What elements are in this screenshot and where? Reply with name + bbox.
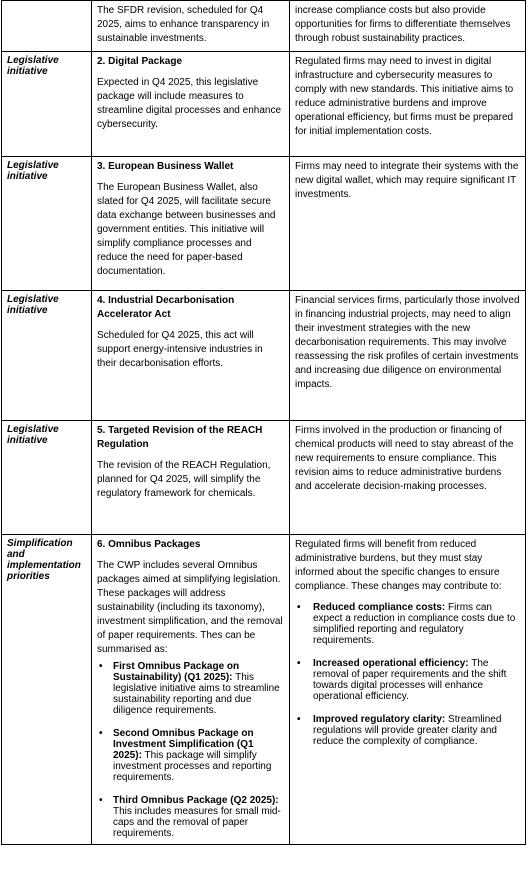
- initiative-title: 2. Digital Package: [97, 56, 183, 67]
- initiative-description: The European Business Wallet, also slated for Q4 2025, will facilitate secure data exchange between businesses and government entities. This initiative will simplify compliance processes and reduce the need for paper-based documentation.: [97, 182, 276, 277]
- bullet-icon: •: [99, 795, 103, 806]
- list-item-text: Streamlined regulations will provide greater clarity and reduce the complexity of compliance.: [313, 714, 502, 747]
- table-row: [2, 291, 526, 421]
- bullet-icon: •: [99, 661, 103, 672]
- category-label: Simplification and implementation priorities: [7, 538, 81, 582]
- initiative-cell: [92, 535, 290, 845]
- table-row: [2, 52, 526, 157]
- list-item: [97, 661, 284, 716]
- list-item: [295, 602, 520, 646]
- impact-text: Firms involved in the production or financing of chemical products will need to stay abreast of the new requirements to ensure compliance. This revision aims to reduce administrative burdens and accelerate decision-making processes.: [295, 425, 514, 492]
- initiative-cell: [92, 52, 290, 157]
- initiative-cell: [92, 421, 290, 535]
- category-label: Legislative initiative: [7, 160, 59, 182]
- initiative-description: The CWP includes several Omnibus packages aimed at simplifying legislation. These packages will address sustainability (including its taxonomy), investment simplification, and the removal of paper requirements. Thes can be summarised as:: [97, 560, 283, 655]
- regulatory-initiatives-table: [1, 0, 526, 845]
- initiative-description: Expected in Q4 2025, this legislative package will include measures to streamline digital processes and enhance cybersecurity.: [97, 77, 281, 130]
- omnibus-package-list: [97, 661, 284, 839]
- impact-cell: [290, 535, 526, 845]
- bullet-icon: •: [297, 602, 301, 613]
- list-item-text: This package will simplify investment processes and reporting requirements.: [113, 750, 272, 783]
- initiative-description: The SFDR revision, scheduled for Q4 2025, aims to enhance transparency in sustainable investments.: [97, 5, 270, 44]
- impact-cell: [290, 52, 526, 157]
- impact-text: Firms may need to integrate their systems with the new digital wallet, which may require significant IT investments.: [295, 161, 519, 200]
- table-row: [2, 157, 526, 291]
- bullet-icon: •: [297, 714, 301, 725]
- category-cell: [2, 535, 92, 845]
- bullet-icon: •: [297, 658, 301, 669]
- category-cell: [2, 421, 92, 535]
- initiative-cell: [92, 1, 290, 52]
- impact-list: [295, 602, 520, 747]
- initiative-title: 4. Industrial Decarbonisation Accelerator Act: [97, 295, 235, 320]
- category-label: Legislative initiative: [7, 55, 59, 77]
- category-cell: [2, 157, 92, 291]
- bullet-icon: •: [99, 728, 103, 739]
- initiative-title: 6. Omnibus Packages: [97, 539, 201, 550]
- category-label: Legislative initiative: [7, 294, 59, 316]
- impact-cell: [290, 291, 526, 421]
- list-item-text: Firms can expect a reduction in compliance costs due to simplified reporting and regulatory requirements.: [313, 602, 516, 646]
- list-item-label: Second Omnibus Package on Investment Simplification (Q1 2025):: [113, 728, 254, 761]
- list-item: [295, 714, 520, 747]
- list-item: [97, 795, 284, 839]
- initiative-description: The revision of the REACH Regulation, planned for Q4 2025, will simplify the regulatory framework for chemicals.: [97, 460, 271, 499]
- category-cell: [2, 1, 92, 52]
- impact-text: Regulated firms may need to invest in digital infrastructure and cybersecurity measures to comply with new standards. This initiative aims to reduce administrative burdens and improve operational efficiency, but firms must be prepared for initial implementation costs.: [295, 56, 514, 137]
- list-item: [97, 728, 284, 783]
- table-row: [2, 1, 526, 52]
- impact-text: Financial services firms, particularly those involved in financing industrial projects, may need to align their investment strategies with the new decarbonisation requirements. This may involve reassessing the risk profiles of certain investments and increasing due diligence on environmental impacts.: [295, 295, 520, 390]
- initiative-description: Scheduled for Q4 2025, this act will support energy-intensive industries in their decarbonisation efforts.: [97, 330, 263, 369]
- list-item-text: The removal of paper requirements and the shift towards digital processes will enhance operational efficiency.: [313, 658, 507, 702]
- initiative-cell: [92, 157, 290, 291]
- list-item-text: This legislative initiative aims to streamline sustainability reporting and due diligence requirements.: [113, 672, 280, 716]
- initiative-title: 5. Targeted Revision of the REACH Regulation: [97, 425, 263, 450]
- initiative-title: 3. European Business Wallet: [97, 161, 234, 172]
- category-label: Legislative initiative: [7, 424, 59, 446]
- list-item-label: Third Omnibus Package (Q2 2025):: [113, 795, 279, 806]
- category-cell: [2, 52, 92, 157]
- list-item-label: Increased operational efficiency:: [313, 658, 469, 669]
- list-item-label: Reduced compliance costs:: [313, 602, 446, 613]
- list-item-label: First Omnibus Package on Sustainability) (Q1 2025):: [113, 661, 240, 683]
- list-item: [295, 658, 520, 702]
- list-item-label: Improved regulatory clarity:: [313, 714, 446, 725]
- impact-text: Regulated firms will benefit from reduced administrative burdens, but they must stay informed about the specific changes to ensure compliance. These changes may contribute to:: [295, 539, 502, 592]
- impact-cell: [290, 421, 526, 535]
- list-item-text: This includes measures for small mid-caps and the removal of paper requirements.: [113, 806, 281, 839]
- impact-text: increase compliance costs but also provide opportunities for firms to differentiate themselves through robust sustainability practices.: [295, 5, 511, 44]
- table-row: [2, 535, 526, 845]
- table-row: [2, 421, 526, 535]
- impact-cell: [290, 1, 526, 52]
- initiative-cell: [92, 291, 290, 421]
- impact-cell: [290, 157, 526, 291]
- category-cell: [2, 291, 92, 421]
